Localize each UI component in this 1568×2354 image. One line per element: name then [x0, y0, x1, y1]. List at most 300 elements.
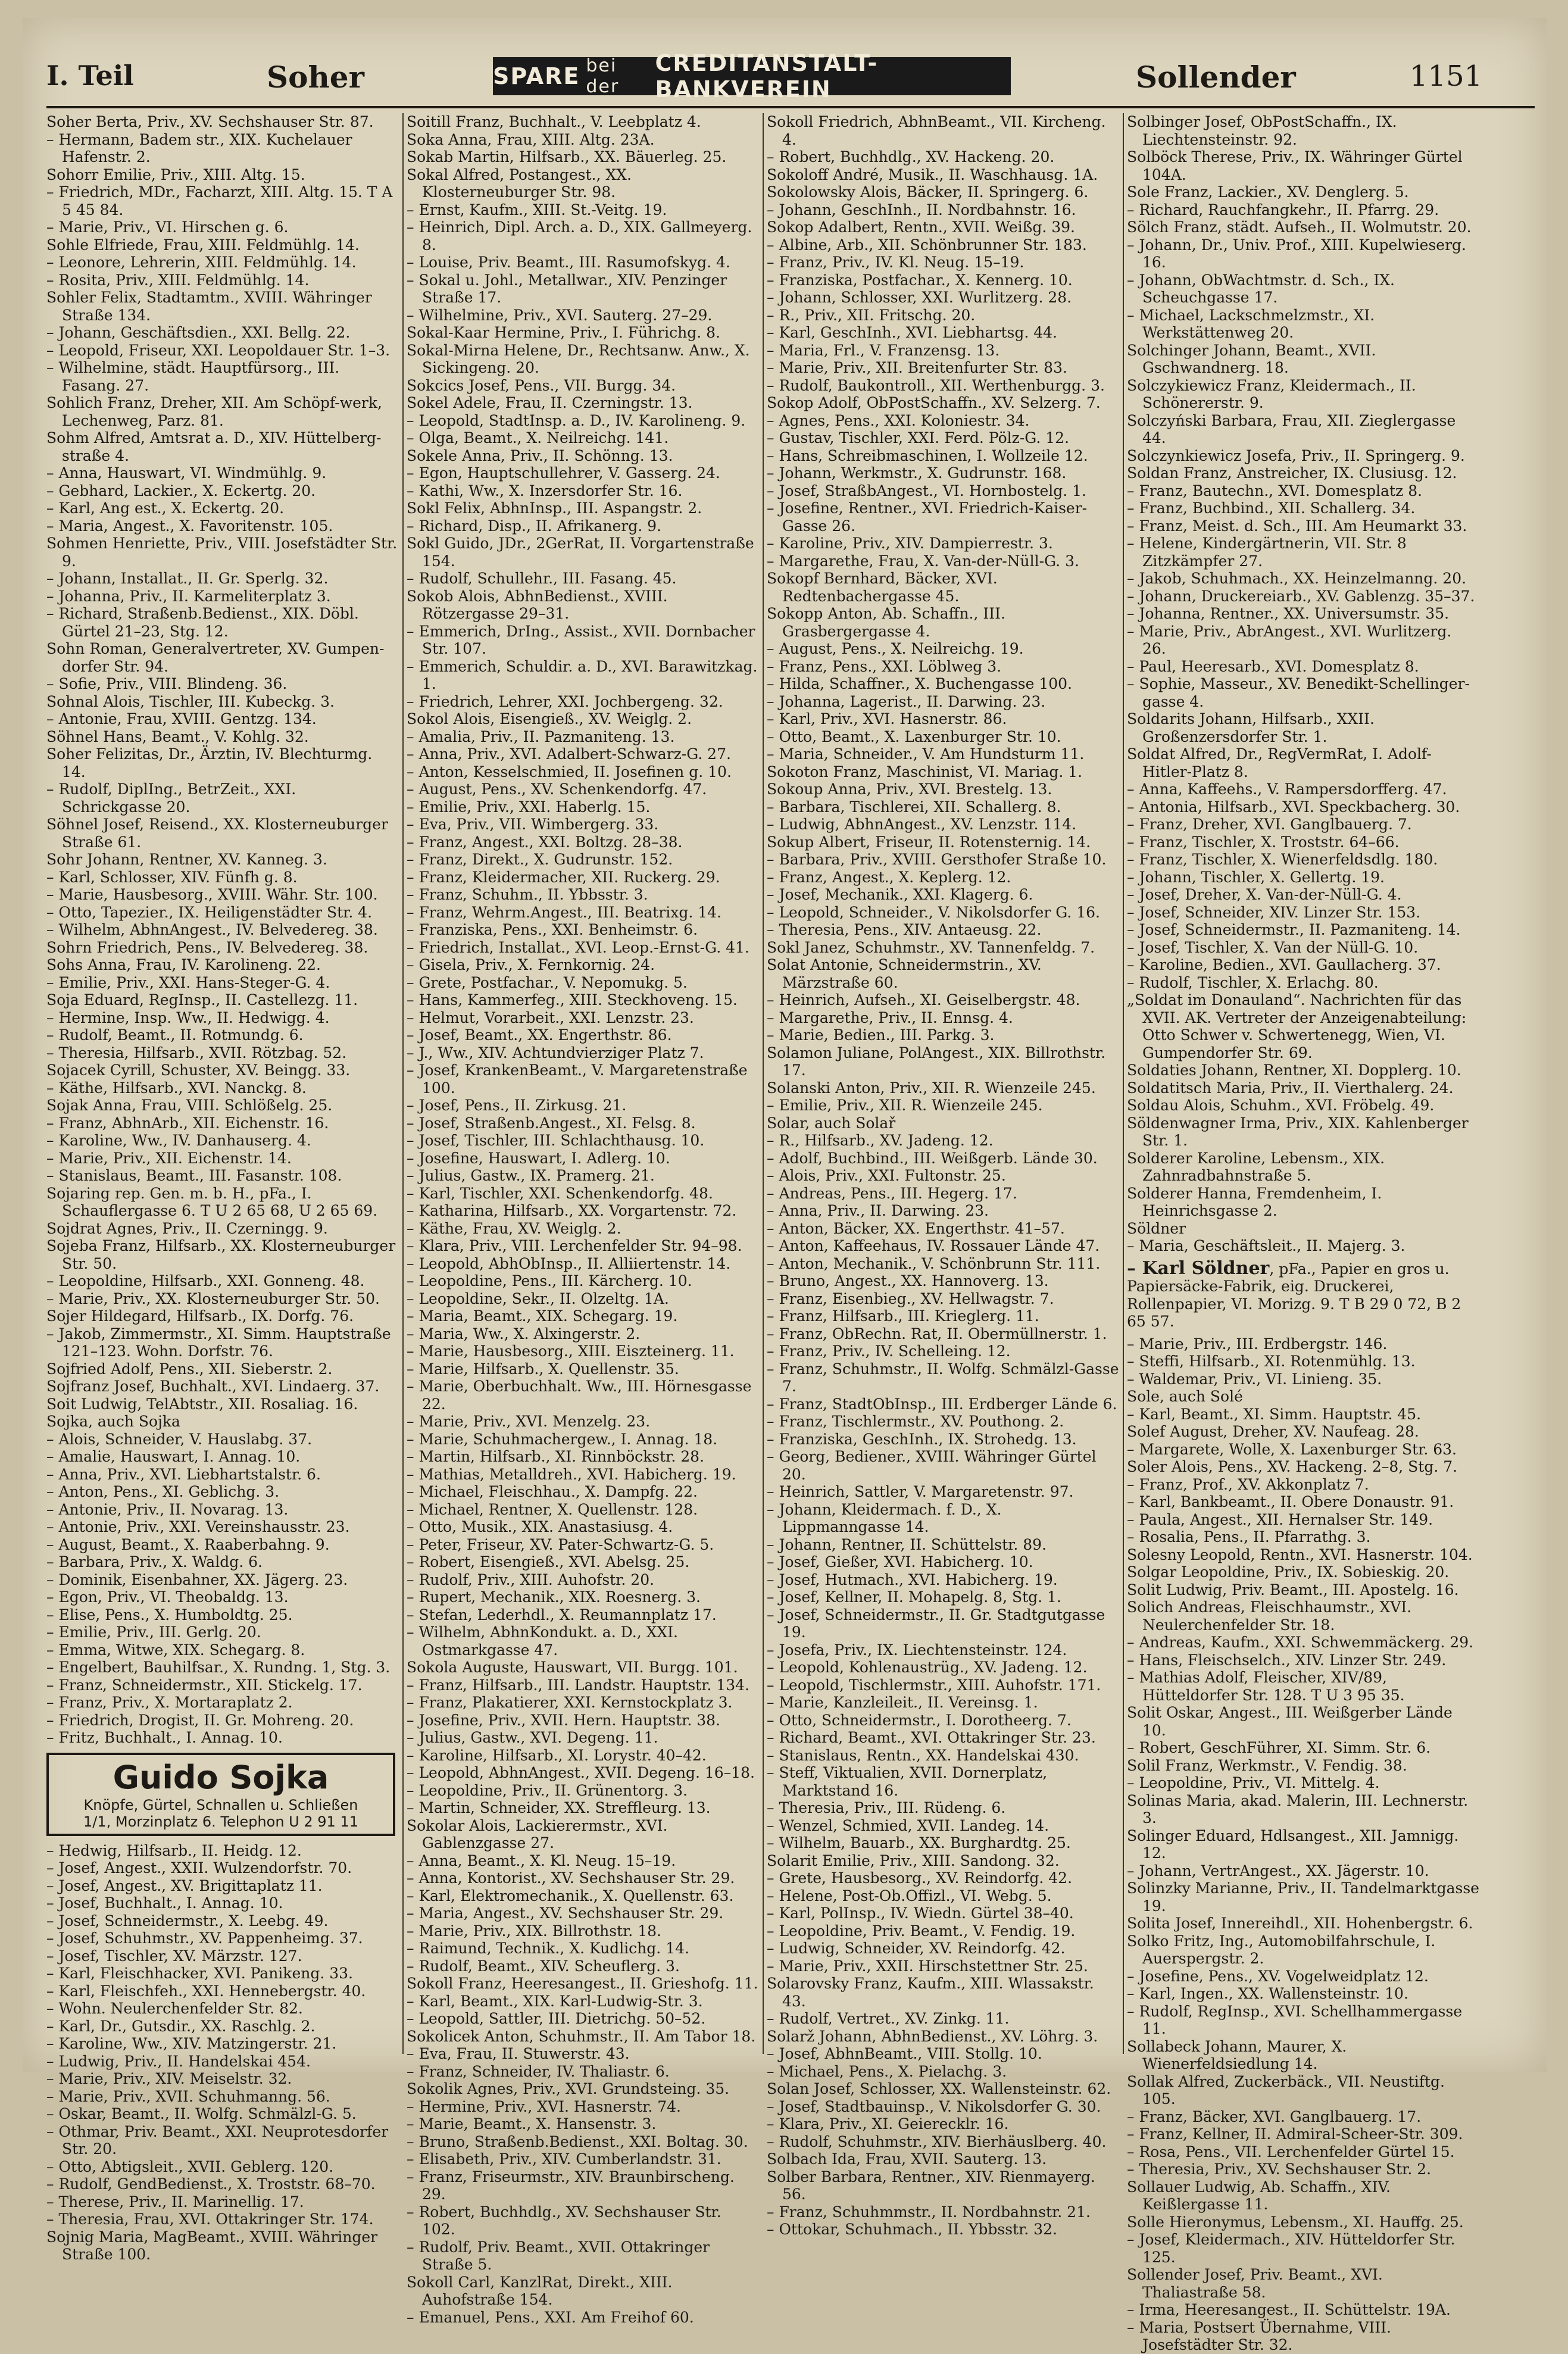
directory-entry: – Karoline, Priv., XIV. Dampierrestr. 3.	[767, 535, 1053, 552]
directory-entry: – Theresia, Frau, XVI. Ottakringer Str. 174.	[46, 2211, 374, 2228]
directory-entry: – Marie, Priv., XVI. Menzelg. 23.	[407, 1413, 651, 1430]
directory-entry: Soher Felizitas, Dr., Ärztin, IV. Blechturmg. 14.	[46, 745, 373, 780]
directory-entry: Solita Josef, Innereihdl., XII. Hohenbergstr. 6.	[1127, 1915, 1473, 1932]
directory-entry: – Franz, Schuhmmstr., II. Nordbahnstr. 21.	[767, 2203, 1091, 2221]
column-divider	[402, 113, 404, 2054]
directory-entry: – Johann, Geschäftsdien., XXI. Bellg. 22.	[46, 324, 351, 341]
directory-entry: – Käthe, Frau, XV. Weiglg. 2.	[407, 1219, 621, 1237]
directory-entry: – Jakob, Schuhmach., XX. Heinzelmanng. 20.	[1127, 570, 1467, 587]
directory-entry: – R., Hilfsarb., XV. Jadeng. 12.	[767, 1132, 994, 1149]
directory-entry: – Johann, Dr., Univ. Prof., XIII. Kupelwieserg. 16.	[1127, 236, 1467, 271]
directory-entry: – Rudolf, Priv., XIII. Auhofstr. 20.	[407, 1571, 655, 1588]
directory-entry: – Michael, Rentner, X. Quellenstr. 128.	[407, 1500, 698, 1518]
directory-entry: – Johann, Schlosser, XXI. Wurlitzerg. 28.	[767, 289, 1072, 306]
directory-entry: – Maria, Angest., X. Favoritenstr. 105.	[46, 517, 333, 535]
directory-entry: – Franz, Hilfsarb., III. Landstr. Hauptstr. 134.	[407, 1676, 749, 1694]
directory-entry: Solczynkiewicz Josefa, Priv., II. Springerg. 9.	[1127, 447, 1465, 464]
directory-entry: Solesny Leopold, Rentn., XVI. Hasnerstr. 104.	[1127, 1546, 1473, 1563]
directory-entry: – Waldemar, Priv., VI. Linieng. 35.	[1127, 1370, 1382, 1388]
directory-entry: Sojka, auch Sojka	[46, 1413, 180, 1430]
directory-entry: – Marie, Bedien., III. Parkg. 3.	[767, 1026, 995, 1044]
directory-entry: – Andreas, Pens., III. Hegerg. 17.	[767, 1184, 1017, 1202]
directory-entry: Solczyński Barbara, Frau, XII. Zieglergasse 44.	[1127, 411, 1456, 447]
directory-entry: – Julius, Gastw., IX. Pramerg. 21.	[407, 1167, 655, 1184]
directory-entry: – Emilie, Priv., XXI. Hans-Steger-G. 4.	[46, 973, 330, 991]
directory-entry: – Marie, Priv., XVII. Schuhmanng. 56.	[46, 2087, 330, 2105]
directory-entry: – Josefine, Rentner., XVI. Friedrich-Kaiser-Gasse 26.	[767, 499, 1088, 535]
directory-entry: – Rudolf, Schuhmstr., XIV. Bierhäuslberg. 40.	[767, 2133, 1107, 2150]
directory-entry: Sohler Felix, Stadtamtm., XVIII. Währinger Straße 134.	[46, 289, 372, 324]
directory-entry: – Franz, Schneidermstr., XII. Stickelg. 17.	[46, 1676, 363, 1694]
directory-entry: – Leopoldine, Priv. Beamt., V. Fendig. 19.	[767, 1922, 1076, 1940]
directory-entry: – Othmar, Priv. Beamt., XXI. Neuprotesdorfer Str. 20.	[46, 2122, 389, 2158]
directory-entry: Solderer Hanna, Fremdenheim, I. Heinrichsgasse 2.	[1127, 1184, 1382, 1219]
directory-entry: – Franz, Bäcker, XVI. Ganglbauerg. 17.	[1127, 2108, 1422, 2125]
directory-entry: – Rupert, Mechanik., XIX. Roesnerg. 3.	[407, 1588, 701, 1606]
directory-entry: – Gustav, Tischler, XXI. Ferd. Pölz-G. 12.	[767, 429, 1070, 447]
guido-sojka-advert-box	[46, 1753, 395, 1836]
directory-entry: – Leopold, Tischlermstr., XIII. Auhofstr. 171.	[767, 1676, 1101, 1694]
directory-entry: – Marie, Hausbesorg., XVIII. Währ. Str. 100.	[46, 886, 378, 903]
directory-entry: – Johann, Installat., II. Gr. Sperlg. 32.	[46, 570, 329, 587]
directory-entry: – Paul, Heeresarb., XVI. Domesplatz 8.	[1127, 657, 1419, 675]
directory-entry: – Stanislaus, Rentn., XX. Handelskai 430.	[767, 1746, 1079, 1764]
directory-entry: – Josef, KrankenBeamt., V. Margaretenstraße 100.	[407, 1062, 748, 1097]
directory-entry: – Franz, Friseurmstr., XIV. Braunbirscheng. 29.	[407, 2168, 735, 2203]
directory-entry: – Gisela, Priv., X. Fernkornig. 24.	[407, 956, 655, 973]
directory-entry: – Heinrich, Dipl. Arch. a. D., XIX. Gallmeyerg. 8.	[407, 218, 752, 254]
directory-entry: – Leopold, AbhObInsp., II. Alliiertenstr. 14.	[407, 1254, 731, 1272]
directory-entry: Sokopp Anton, Ab. Schaffn., III. Grasbergergasse 4.	[767, 605, 1005, 640]
directory-entry: – Klara, Priv., XI. Geierecklr. 16.	[767, 2115, 1009, 2133]
directory-entry: – Johanna, Lagerist., II. Darwing. 23.	[767, 692, 1046, 710]
column-divider	[1123, 113, 1124, 2054]
directory-entry: – Egon, Priv., VI. Theobaldg. 13.	[46, 1588, 289, 1606]
directory-entry: – Hermine, Priv., XVI. Hasnerstr. 74.	[407, 2097, 681, 2115]
directory-entry: Sokoton Franz, Maschinist, VI. Mariag. 1.	[767, 763, 1083, 780]
directory-entry: Sölch Franz, städt. Aufseh., II. Wolmutstr. 20.	[1127, 218, 1472, 236]
directory-entry: Sokoll Franz, Heeresangest., II. Grieshofg. 11.	[407, 1975, 758, 1992]
directory-entry: Soldat Alfred, Dr., RegVermRat, I. Adolf-Hitler-Platz 8.	[1127, 745, 1432, 780]
directory-entry: – Ludwig, Priv., II. Handelskai 454.	[46, 2052, 311, 2070]
directory-entry: – Robert, Buchhdlg., XV. Hackeng. 20.	[767, 148, 1055, 166]
directory-entry: – Anton, Kaffeehaus, IV. Rossauer Lände 47.	[767, 1237, 1100, 1254]
directory-entry: – Agnes, Pens., XXI. Koloniestr. 34.	[767, 411, 1030, 429]
directory-entry: – Otto, Abtigsleit., XVII. Geblerg. 120.	[46, 2158, 334, 2175]
directory-entry: – Franz, Wehrm.Angest., III. Beatrixg. 14.	[407, 903, 721, 921]
directory-entry: – Anton, Mechanik., V. Schönbrunn Str. 111.	[767, 1254, 1101, 1272]
directory-entry: – Johann, Tischler, X. Gellertg. 19.	[1127, 868, 1385, 886]
directory-entry: – Marie, Priv., XII. Breitenfurter Str. 83.	[767, 359, 1067, 376]
directory-entry: – Franz, Priv., IV. Schelleing. 12.	[767, 1343, 1011, 1360]
directory-entry: – Franz, Priv., IV. Kl. Neug. 15–19.	[767, 254, 1024, 271]
directory-entry: Sojaring rep. Gen. m. b. H., pFa., I. Schauflergasse 6. T U 2 65 68, U 2 65 69.	[46, 1184, 378, 1219]
directory-entry: Sokoll Carl, KanzlRat, Direkt., XIII. Auhofstraße 154.	[407, 2273, 673, 2308]
directory-entry: – Theresia, Pens., XIV. Antaeusg. 22.	[767, 921, 1042, 938]
directory-entry: – Josef, Tischler, X. Van der Nüll-G. 10.	[1127, 938, 1419, 956]
directory-entry: Sokab Martin, Hilfsarb., XX. Bäuerleg. 25.	[407, 148, 727, 166]
directory-entry: – Franz, Bautechn., XVI. Domesplatz 8.	[1127, 482, 1423, 499]
directory-entry: – Alois, Schneider, V. Hauslabg. 37.	[46, 1430, 313, 1448]
directory-entry: – Margarethe, Priv., II. Ennsg. 4.	[767, 1009, 1013, 1026]
directory-entry: – Franz, Direkt., X. Gudrunstr. 152.	[407, 851, 673, 868]
directory-entry: – Emmerich, DrIng., Assist., XVII. Dornbacher Str. 107.	[407, 622, 755, 657]
directory-entry: – Amalia, Priv., II. Pazmaniteng. 13.	[407, 728, 675, 745]
directory-entry: Soldan Franz, Anstreicher, IX. Clusiusg. 12.	[1127, 464, 1457, 482]
directory-entry: Soldau Alois, Schuhm., XVI. Fröbelg. 49.	[1127, 1097, 1435, 1114]
directory-entry: Sollauer Ludwig, Ab. Schaffn., XIV. Keißlergasse 11.	[1127, 2178, 1391, 2213]
directory-entry: – Franz, Priv., X. Mortaraplatz 2.	[46, 1694, 293, 1711]
directory-entry: – Michael, Fleischhau., X. Dampfg. 22.	[407, 1483, 698, 1500]
directory-entry: – Franz, Tischlermstr., XV. Pouthong. 2.	[767, 1413, 1064, 1430]
directory-entry: – Franziska, GeschInh., IX. Strohedg. 13.	[767, 1430, 1077, 1448]
directory-entry: – Raimund, Technik., X. Kudlichg. 14.	[407, 1940, 689, 1957]
directory-entry: – Josefine, Pens., XV. Vogelweidplatz 12.	[1127, 1967, 1429, 1985]
directory-entry: – Marie, Kanzleileit., II. Vereinsg. 1.	[767, 1694, 1038, 1711]
column-divider	[763, 113, 764, 2054]
directory-entry: – Eva, Priv., VII. Wimbergerg. 33.	[407, 816, 659, 833]
directory-entry: Söhnel Josef, Reisend., XX. Klosterneuburger Straße 61.	[46, 816, 388, 851]
directory-entry: – Wilhelmine, städt. Hauptfürsorg., III. Fasang. 27.	[46, 359, 340, 394]
directory-entry: – Otto, Beamt., X. Laxenburger Str. 10.	[767, 728, 1061, 745]
directory-entry: – Oskar, Beamt., II. Wolfg. Schmälzl-G. 5.	[46, 2105, 357, 2122]
directory-entry: – Ottokar, Schuhmach., II. Ybbsstr. 32.	[767, 2221, 1057, 2238]
directory-entry: – Johann, Druckereiarb., XV. Gablenzg. 35–37.	[1127, 587, 1475, 605]
directory-entry: Soit Ludwig, TelAbtstr., XII. Rosaliag. 16.	[46, 1395, 358, 1413]
directory-entry: – Franz, Tischler, X. Troststr. 64–66.	[1127, 833, 1400, 851]
directory-entry: – Rudolf, Schullehr., III. Fasang. 45.	[407, 570, 677, 587]
directory-entry: – Alois, Priv., XXI. Fultonstr. 25.	[767, 1167, 1006, 1184]
directory-entry: – Dominik, Eisenbahner, XX. Jägerg. 23.	[46, 1571, 348, 1588]
directory-entry: – Anna, Kontorist., XV. Sechshauser Str. 29.	[407, 1869, 735, 1887]
column-2	[407, 113, 759, 2326]
directory-entry: – Hilda, Schaffner., X. Buchengasse 100.	[767, 675, 1073, 692]
advert-name: – Karl Söldner	[1127, 1257, 1270, 1279]
directory-entry: – Theresia, Priv., III. Rüdeng. 6.	[767, 1799, 1006, 1816]
first-entry-keyword: Soher	[267, 60, 364, 95]
directory-entry: – Wilhelm, AbhnKondukt. a. D., XXI. Ostmarkgasse 47.	[407, 1624, 679, 1659]
directory-entry: Solich Andreas, Fleischhaumstr., XVI. Neulerchenfelder Str. 18.	[1127, 1599, 1412, 1634]
directory-entry: Sojeba Franz, Hilfsarb., XX. Klosterneuburger Str. 50.	[46, 1237, 396, 1272]
directory-entry: Sojdrat Agnes, Priv., II. Czerningg. 9.	[46, 1219, 328, 1237]
directory-entry: – Rudolf, Beamt., XIV. Scheuflerg. 3.	[407, 1957, 680, 1975]
directory-entry: – Josef, Gießer, XVI. Habicherg. 10.	[767, 1553, 1033, 1571]
directory-entry: Solarit Emilie, Priv., XIII. Sandong. 32.	[767, 1852, 1060, 1869]
last-entry-keyword: Sollender	[1136, 60, 1296, 95]
directory-entry: Sollabeck Johann, Maurer, X. Wienerfeldsiedlung 14.	[1127, 2037, 1347, 2072]
directory-entry: Sokop Adolf, ObPostSchaffn., XV. Selzerg. 7.	[767, 394, 1101, 411]
business-advert-entry	[1127, 1257, 1479, 1331]
directory-entry: – Emilie, Priv., III. Gerlg. 20.	[46, 1624, 261, 1641]
directory-entry: – Wohn. Neulerchenfelder Str. 82.	[46, 2000, 303, 2017]
directory-entry: Sokob Alois, AbhnBedienst., XVIII. Rötzergasse 29–31.	[407, 587, 668, 622]
directory-entry: – Josef, Beamt., XX. Engerthstr. 86.	[407, 1026, 672, 1044]
directory-entry: – Karl, Tischler, XXI. Schenkendorfg. 48.	[407, 1184, 713, 1202]
directory-entry: – Josef, Kellner, II. Mohapelg. 8, Stg. 1.	[767, 1588, 1061, 1606]
directory-entry: – Josef, Schuhmstr., XV. Pappenheimg. 37.	[46, 1930, 363, 1947]
directory-entry: – August, Beamt., X. Raaberbahng. 9.	[46, 1535, 330, 1553]
directory-entry: Solanski Anton, Priv., XII. R. Wienzeile 245.	[767, 1079, 1096, 1097]
directory-entry: – Josef, Angest., XV. Brigittaplatz 11.	[46, 1877, 323, 1894]
directory-entry: – Emilie, Priv., XII. R. Wienzeile 245.	[767, 1097, 1043, 1114]
directory-entry: – Friedrich, MDr., Facharzt, XIII. Altg. 15. T A 5 45 84.	[46, 183, 393, 218]
directory-entry: Sokal-Mirna Helene, Dr., Rechtsanw. Anw., X. Sickingeng. 20.	[407, 341, 750, 376]
directory-entry: – R., Priv., XII. Fritschg. 20.	[767, 306, 976, 324]
directory-entry: Sokoll Friedrich, AbhnBeamt., VII. Kircheng. 4.	[767, 113, 1106, 148]
directory-entry: Sojfried Adolf, Pens., XII. Sieberstr. 2.	[46, 1360, 333, 1378]
directory-entry: – Emmerich, Schuldir. a. D., XVI. Barawitzkag. 1.	[407, 657, 758, 692]
directory-entry: – Leopold, StadtInsp. a. D., IV. Karolineng. 9.	[407, 411, 746, 429]
directory-entry: – Johann, Rentner, II. Schüttelstr. 89.	[767, 1535, 1047, 1553]
directory-entry: – Rudolf, Priv. Beamt., XVII. Ottakringer Straße 5.	[407, 2238, 710, 2273]
directory-entry: Solamon Juliane, PolAngest., XIX. Billrothstr. 17.	[767, 1044, 1106, 1079]
directory-entry: – Maria, Frl., V. Franzensg. 13.	[767, 341, 1000, 359]
directory-entry: – Theresia, Priv., XV. Sechshauser Str. 2.	[1127, 2161, 1432, 2178]
directory-entry: – Josef, Schneidermstr., II. Pazmaniteng. 14.	[1127, 921, 1461, 938]
directory-entry: – Rudolf, Beamt., II. Rotmundg. 6.	[46, 1026, 304, 1044]
directory-entry: Sokolar Alois, Lackierermstr., XVI. Gablenzgasse 27.	[407, 1816, 668, 1852]
header-rule	[46, 106, 1535, 108]
directory-entry: Sohorr Emilie, Priv., XIII. Altg. 15.	[46, 166, 305, 183]
directory-entry: – Karl, PolInsp., IV. Wiedn. Gürtel 38–40.	[767, 1905, 1074, 1922]
directory-entry: Soja Eduard, RegInsp., II. Castellezg. 11.	[46, 991, 358, 1009]
page-header	[46, 50, 1535, 107]
directory-entry: – Rudolf, DiplIng., BetrZeit., XXI. Schrickgasse 20.	[46, 780, 296, 816]
directory-entry: – Kathi, Ww., X. Inzersdorfer Str. 16.	[407, 482, 683, 499]
directory-entry: Sokoup Anna, Priv., XVI. Brestelg. 13.	[767, 780, 1052, 798]
directory-entry: Solczykiewicz Franz, Kleidermach., II. Schönererstr. 9.	[1127, 376, 1416, 411]
directory-entry: Sokele Anna, Priv., II. Schönng. 13.	[407, 447, 673, 464]
directory-entry: – Gebhard, Lackier., X. Eckertg. 20.	[46, 482, 316, 499]
directory-entry: – Otto, Schneidermstr., I. Dorotheerg. 7.	[767, 1711, 1072, 1729]
directory-entry: – Katharina, Hilfsarb., XX. Vorgartenstr. 72.	[407, 1202, 737, 1219]
directory-entry: – Marie, Priv., AbrAngest., XVI. Wurlitzerg. 26.	[1127, 622, 1452, 657]
directory-entry: – Antonie, Priv., XXI. Vereinshausstr. 23.	[46, 1518, 350, 1535]
directory-entry: – Josef, StraßbAngest., VI. Hornbostelg. 1.	[767, 482, 1086, 499]
directory-entry: – Hermann, Badem str., XIX. Kuchelauer Hafenstr. 2.	[46, 130, 352, 166]
directory-entry: – Marie, Priv., XX. Klosterneuburger Str. 50.	[46, 1290, 380, 1307]
directory-entry: – Richard, Rauchfangkehr., II. Pfarrg. 29.	[1127, 201, 1439, 218]
directory-entry: – Elise, Pens., X. Humboldtg. 25.	[46, 1606, 293, 1624]
directory-entry: – Karl, GeschInh., XVI. Liebhartsg. 44.	[767, 324, 1057, 341]
directory-entry: – Stanislaus, Beamt., III. Fasanstr. 108.	[46, 1167, 342, 1184]
directory-entry: – Johanna, Priv., II. Karmeliterplatz 3.	[46, 587, 331, 605]
directory-entry: – Hans, Schreibmaschinen, I. Wollzeile 12.	[767, 447, 1088, 464]
directory-entry: – Marie, Oberbuchhalt. Ww., III. Hörnesgasse 22.	[407, 1378, 752, 1413]
directory-entry: – Helmut, Vorarbeit., XXI. Lenzstr. 23.	[407, 1009, 694, 1026]
directory-entry: – Josefa, Priv., IX. Liechtensteinstr. 124.	[767, 1641, 1067, 1659]
directory-entry: Solchinger Johann, Beamt., XVII. Gschwandnerg. 18.	[1127, 341, 1376, 376]
directory-entry: Soher Berta, Priv., XV. Sechshauser Str. 87.	[46, 113, 374, 130]
directory-entry: Sokop Adalbert, Rentn., XVII. Weißg. 39.	[767, 218, 1075, 236]
directory-entry: – Sokal u. Johl., Metallwar., XIV. Penzinger Straße 17.	[407, 271, 727, 306]
directory-entry: Solbach Ida, Frau, XVII. Sauterg. 13.	[767, 2150, 1047, 2168]
directory-entry: – Anna, Kaffeehs., V. Rampersdorfferg. 47.	[1127, 780, 1447, 798]
directory-entry: – Maria, Ww., X. Alxingerstr. 2.	[407, 1325, 641, 1343]
directory-entry: Solinzky Marianne, Priv., II. Tandelmarktgasse 19.	[1127, 1880, 1479, 1915]
directory-entry: – Hermine, Insp. Ww., II. Hedwigg. 4.	[46, 1009, 330, 1026]
directory-entry: – Richard, Beamt., XVI. Ottakringer Str. 23.	[767, 1729, 1096, 1746]
directory-entry: – Marie, Hilfsarb., X. Quellenstr. 35.	[407, 1360, 679, 1378]
directory-entry: – Karl, Fleischfeh., XXI. Hennebergstr. 40.	[46, 1982, 366, 2000]
directory-entry: – Karoline, Hilfsarb., XI. Lorystr. 40–42.	[407, 1746, 707, 1764]
directory-entry: – Leopoldine, Sekr., II. Olzeltg. 1A.	[407, 1290, 669, 1307]
directory-entry: Sokal-Kaar Hermine, Priv., I. Führichg. 8.	[407, 324, 720, 341]
directory-entry: – Josefine, Priv., XVII. Hern. Hauptstr. 38.	[407, 1711, 721, 1729]
directory-entry: – Franz, AbhnArb., XII. Eichenstr. 16.	[46, 1114, 329, 1132]
directory-entry: Soler Alois, Pens., XV. Hackeng. 2–8, Stg. 7.	[1127, 1458, 1458, 1475]
directory-entry: – Robert, Buchhdlg., XV. Sechshauser Str. 102.	[407, 2203, 721, 2238]
directory-entry: Solböck Therese, Priv., IX. Währinger Gürtel 104A.	[1127, 148, 1463, 183]
directory-entry: – Karl, Beamt., XIX. Karl-Ludwig-Str. 3.	[407, 1992, 703, 2010]
part-label: I. Teil	[46, 60, 134, 92]
directory-entry: – Bruno, Angest., XX. Hannoverg. 13.	[767, 1272, 1049, 1290]
directory-entry: – Karl, Beamt., XI. Simm. Hauptstr. 45.	[1127, 1405, 1422, 1423]
directory-entry: Solar, auch Solař	[767, 1114, 896, 1132]
directory-entry: – Josef, Dreher, X. Van-der-Nüll-G. 4.	[1127, 886, 1402, 903]
directory-entry: – Johann, VertrAngest., XX. Jägerstr. 10.	[1127, 1862, 1429, 1880]
directory-entry: – Karl, Fleischhacker, XVI. Panikeng. 33.	[46, 1965, 354, 1982]
directory-entry: – Franz, Tischler, X. Wienerfeldsdlg. 180.	[1127, 851, 1438, 868]
directory-entry: – Josef, AbhnBeamt., VIII. Stollg. 10.	[767, 2045, 1042, 2062]
directory-entry: Soka Anna, Frau, XIII. Altg. 23A.	[407, 130, 655, 148]
directory-entry: – Hans, Fleischselch., XIV. Linzer Str. 249.	[1127, 1651, 1447, 1669]
directory-entry: – Anton, Pens., XI. Geblichg. 3.	[46, 1483, 280, 1500]
directory-entry: – Grete, Postfachar., V. Nepomukg. 5.	[407, 973, 688, 991]
advertising-banner	[493, 50, 1011, 102]
advert-line: Knöpfe, Gürtel, Schnallen u. Schließen	[83, 1796, 358, 1813]
directory-entry: – Käthe, Hilfsarb., XVI. Nanckg. 8.	[46, 1079, 307, 1097]
directory-entry: – Franz, Eisenbieg., XV. Hellwagstr. 7.	[767, 1290, 1054, 1307]
directory-entry: – Franz, Dreher, XVI. Ganglbauerg. 7.	[1127, 816, 1412, 833]
directory-entry: – Wilhelm, AbhnAngest., IV. Belvedereg. 38.	[46, 921, 378, 938]
directory-entry: – Josef, Straßenb.Angest., XI. Felsg. 8.	[407, 1114, 696, 1132]
directory-entry: – Karl, Dr., Gutsdir., XX. Raschlg. 2.	[46, 2017, 316, 2035]
directory-entry: – Leopoldine, Hilfsarb., XXI. Gonneng. 48.	[46, 1272, 365, 1290]
directory-entry: – Anton, Bäcker, XX. Engerthstr. 41–57.	[767, 1219, 1065, 1237]
directory-entry: – Klara, Priv., VIII. Lerchenfelder Str. 94–98.	[407, 1237, 742, 1254]
directory-entry: – Barbara, Priv., XVIII. Gersthofer Straße 10.	[767, 851, 1107, 868]
directory-entry: Sokel Adele, Frau, II. Czerningstr. 13.	[407, 394, 693, 411]
directory-entry: – Steff, Viktualien, XVII. Dornerplatz, Marktstand 16.	[767, 1764, 1048, 1799]
directory-entry: – Josef, Schneidermstr., X. Leebg. 49.	[46, 1912, 329, 1930]
directory-entry: – Anton, Kesselschmied, II. Josefinen g. 10.	[407, 763, 732, 780]
directory-entry: – Marie, Priv., VI. Hirschen g. 6.	[46, 218, 289, 236]
directory-entry: Sokcics Josef, Pens., VII. Burgg. 34.	[407, 376, 676, 394]
directory-entry: – Josef, Pens., II. Zirkusg. 21.	[407, 1097, 627, 1114]
directory-entry: Sole, auch Solé	[1127, 1388, 1243, 1405]
directory-entry: – Albine, Arb., XII. Schönbrunner Str. 183.	[767, 236, 1087, 254]
directory-entry: – Marie, Priv., XXII. Hirschstettner Str. 25.	[767, 1957, 1088, 1975]
directory-entry: – Martin, Schneider, XX. Streffleurg. 13.	[407, 1799, 711, 1816]
directory-entry: – Adolf, Buchbind., III. Weißgerb. Lände 30.	[767, 1149, 1098, 1167]
column-4	[1127, 113, 1479, 2353]
directory-entry: Sokl Guido, JDr., 2GerRat, II. Vorgartenstraße 154.	[407, 535, 754, 570]
directory-entry: Solgar Leopoldine, Priv., IX. Sobieskig. 20.	[1127, 1563, 1450, 1581]
directory-entry: – Martin, Hilfsarb., XI. Rinnböckstr. 28.	[407, 1448, 705, 1465]
directory-entry: – Karl, Bankbeamt., II. Obere Donaustr. 91.	[1127, 1493, 1454, 1510]
directory-entry: Sokup Albert, Friseur, II. Rotensternig. 14.	[767, 833, 1091, 851]
directory-entry: – Margarete, Wolle, X. Laxenburger Str. 63.	[1127, 1440, 1457, 1458]
directory-entry: Sohnal Alois, Tischler, III. Kubeckg. 3.	[46, 692, 335, 710]
directory-entry: – Anna, Priv., II. Darwing. 23.	[767, 1202, 989, 1219]
directory-entry: Sokolowsky Alois, Bäcker, II. Springerg. 6.	[767, 183, 1089, 201]
directory-entry: – Josef, Buchhalt., I. Annag. 10.	[46, 1894, 283, 1912]
directory-entry: – Ludwig, AbhnAngest., XV. Lenzstr. 114.	[767, 816, 1077, 833]
directory-entry: – Marie, Priv., XII. Eichenstr. 14.	[46, 1149, 292, 1167]
directory-entry: – Franz, Kellner, II. Admiral-Scheer-Str. 309.	[1127, 2125, 1463, 2143]
directory-entry: „Soldat im Donauland“. Nachrichten für das XVII. AK. Vertreter der Anzeigenabteilung: Otto Schwer v. Schwertenegg, Wien, VI. Gumpendorfer Str. 69.	[1127, 991, 1467, 1062]
directory-entry: – Engelbert, Bauhilfsar., X. Rundng. 1, Stg. 3.	[46, 1659, 391, 1676]
directory-entry: Sojnig Maria, MagBeamt., XVIII. Währinger Straße 100.	[46, 2228, 378, 2263]
banner-word-spare: SPARE	[493, 63, 580, 89]
directory-entry: – Michael, Pens., X. Pielachg. 3.	[767, 2062, 1007, 2080]
directory-entry: – Antonie, Frau, XVIII. Gentzg. 134.	[46, 710, 317, 728]
directory-entry: – August, Pens., XV. Schenkendorfg. 47.	[407, 780, 707, 798]
directory-entry: Solinger Eduard, Hdlsangest., XII. Jamnigg. 12.	[1127, 1827, 1459, 1862]
directory-entry: – Otto, Musik., XIX. Anastasiusg. 4.	[407, 1518, 673, 1535]
banner-word-bei-der: bei der	[586, 55, 620, 97]
directory-entry: – Wilhelm, Bauarb., XX. Burghardtg. 25.	[767, 1834, 1071, 1852]
directory-entry: Sohn Roman, Generalvertreter, XV. Gumpen-dorfer Str. 94.	[46, 640, 385, 675]
directory-entry: – Maria, Postsert Übernahme, VIII. Josefstädter Str. 32.	[1127, 2318, 1391, 2353]
directory-entry: Sollak Alfred, Zuckerbäck., VII. Neustiftg. 105.	[1127, 2072, 1445, 2108]
directory-entry: – Marie, Priv., XIX. Billrothstr. 18.	[407, 1922, 661, 1940]
directory-entry: – Rudolf, RegInsp., XVI. Schellhammergasse 11.	[1127, 2002, 1463, 2037]
directory-entry: – Josef, Stadtbauinsp., V. Nikolsdorfer G. 30.	[767, 2097, 1101, 2115]
directory-entry: – Rudolf, Vertret., XV. Zinkg. 11.	[767, 2010, 1010, 2027]
directory-entry: – Johanna, Rentner., XX. Universumstr. 35.	[1127, 605, 1450, 622]
directory-entry: – Julius, Gastw., XVI. Degeng. 11.	[407, 1729, 658, 1746]
directory-entry: – Rosalia, Pens., II. Pfarrathg. 3.	[1127, 1528, 1371, 1546]
directory-entry: – Franz, Schneider, IV. Thaliastr. 6.	[407, 2062, 670, 2080]
directory-entry: – Karl, Ang est., X. Eckertg. 20.	[46, 499, 285, 517]
directory-entry: Solarovsky Franz, Kaufm., XIII. Wlassakstr. 43.	[767, 1975, 1094, 2010]
directory-entry: – Josef, Tischler, III. Schlachthausg. 10.	[407, 1132, 705, 1149]
directory-entry: Soldarits Johann, Hilfsarb., XXII. Großenzersdorfer Str. 1.	[1127, 710, 1375, 745]
directory-entry: – Josef, Hutmach., XVI. Habicherg. 19.	[767, 1571, 1058, 1588]
directory-entry: Soitill Franz, Buchhalt., V. Leebplatz 4.	[407, 113, 701, 130]
directory-entry: – Johann, GeschInh., II. Nordbahnstr. 16.	[767, 201, 1076, 218]
directory-entry: – Olga, Beamt., X. Neilreichg. 141.	[407, 429, 669, 447]
directory-entry: – Johann, Kleidermach. f. D., X. Lippmanngasse 14.	[767, 1500, 1002, 1535]
directory-entry: Sohm Alfred, Amtsrat a. D., XIV. Hüttelberg-straße 4.	[46, 429, 382, 464]
directory-entry: Söldenwagner Irma, Priv., XIX. Kahlenberger Str. 1.	[1127, 1114, 1469, 1149]
directory-entry: – Anna, Beamt., X. Kl. Neug. 15–19.	[407, 1852, 676, 1869]
directory-entry: Sokolik Agnes, Priv., XVI. Grundsteing. 35.	[407, 2080, 730, 2097]
directory-entry: – Marie, Hausbesorg., XIII. Eiszteinerg. 11.	[407, 1343, 735, 1360]
directory-entry: – Rosita, Priv., XIII. Feldmühlg. 14.	[46, 271, 310, 289]
directory-entry: – Margarethe, Frau, X. Van-der-Nüll-G. 3.	[767, 552, 1079, 570]
directory-entry: – Anna, Priv., XVI. Adalbert-Schwarz-G. 27.	[407, 745, 731, 763]
directory-entry: – Franz, Schuhmstr., II. Wolfg. Schmälzl-Gasse 7.	[767, 1360, 1119, 1395]
directory-entry: – Rudolf, Baukontroll., XII. Werthenburgg. 3.	[767, 376, 1105, 394]
directory-entry: – Michael, Lackschmelzmstr., XI. Werkstättenweg 20.	[1127, 306, 1375, 341]
directory-entry: – Karl, Ingen., XX. Wallensteinstr. 10.	[1127, 1985, 1408, 2002]
directory-entry: – Therese, Priv., II. Marinellig. 17.	[46, 2193, 304, 2211]
directory-entry: – Franz, Schuhm., II. Ybbsstr. 3.	[407, 886, 648, 903]
directory-entry: – Karl, Schlosser, XIV. Fünfh g. 8.	[46, 868, 298, 886]
directory-entry: – Richard, Straßenb.Bedienst., XIX. Döbl. Gürtel 21–23, Stg. 12.	[46, 605, 359, 640]
directory-entry: Solinas Maria, akad. Malerin, III. Lechnerstr. 3.	[1127, 1791, 1469, 1827]
directory-entry: – Heinrich, Sattler, V. Margaretenstr. 97.	[767, 1483, 1074, 1500]
directory-entry: Sohlich Franz, Dreher, XII. Am Schöpf-werk, Lechenweg, Parz. 81.	[46, 394, 382, 429]
directory-entry: Solderer Karoline, Lebensm., XIX. Zahnradbahnstraße 5.	[1127, 1149, 1385, 1184]
directory-entry: Solle Hieronymus, Lebensm., XI. Hauffg. 25.	[1127, 2213, 1464, 2231]
directory-entry: – Leopold, Friseur, XXI. Leopoldauer Str. 1–3.	[46, 341, 391, 359]
directory-entry: – Franziska, Postfachar., X. Kennerg. 10.	[767, 271, 1073, 289]
directory-entry: – Emilie, Priv., XXI. Haberlg. 15.	[407, 798, 651, 816]
